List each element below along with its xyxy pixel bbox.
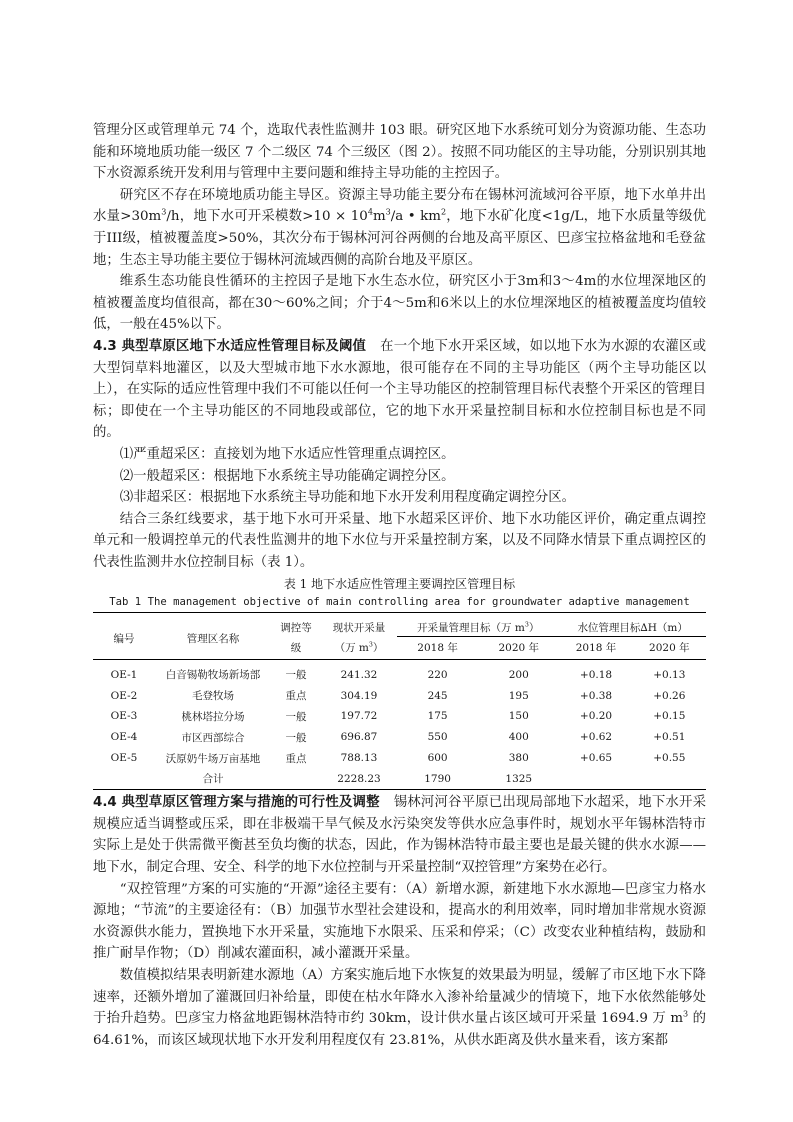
- cell-name: 市区西部综合: [181, 731, 245, 744]
- header-current-text: ）: [372, 641, 384, 654]
- cell-level: 一般: [285, 731, 307, 744]
- list-item-2: ⑵一般超采区：根据地下水系统主导功能确定调控分区。: [119, 468, 455, 484]
- cell-total-t2020: 1325: [505, 772, 533, 785]
- cell-name: 桃林塔拉分场: [181, 710, 245, 723]
- superscript: 4: [367, 207, 373, 217]
- cell-empty: [271, 768, 321, 789]
- header-id: 编号: [113, 633, 135, 646]
- cell-level: 重点: [285, 752, 307, 765]
- cell-id: OE-4: [110, 731, 138, 744]
- cell-total-current: 2228.23: [337, 772, 381, 785]
- paragraph-2-part: /h，地下水可开采模数>10 × 10: [166, 209, 368, 225]
- cell-h2018: +0.65: [579, 752, 613, 765]
- cell-name: 毛登牧场: [192, 690, 234, 703]
- cell-level: 一般: [271, 660, 321, 685]
- cell-h2018: +0.20: [579, 710, 613, 723]
- cell-t2020: 200: [478, 660, 559, 685]
- cell-h2018: +0.38: [579, 689, 613, 702]
- cell-total-t2018: 1790: [424, 772, 451, 785]
- cell-current: 241.32: [321, 660, 397, 685]
- table-header-row: [93, 613, 706, 637]
- cell-id: OE-1: [93, 660, 155, 685]
- header-year-2018: 2018 年: [575, 641, 617, 654]
- cell-h2018: +0.62: [579, 731, 613, 744]
- paragraph-6: [93, 965, 706, 1051]
- paper-page: [93, 120, 706, 1051]
- cell-name: 白音锡勒牧场新场部: [155, 660, 271, 685]
- cell-t2020: 195: [508, 689, 529, 702]
- header-level: 调控等: [280, 622, 312, 635]
- section-heading: 4.3 典型草原区地下水适应性管理目标及阈值: [93, 338, 367, 354]
- cell-t2018: 175: [427, 710, 448, 723]
- paragraph-6-part: 数值模拟结果表明新建水源地（A）方案实施后地下水恢复的效果最为明显，缓解了市区地下水下降速率，还额外增加了灌溉回归补给量，即使在枯水年降水入渗补给量减少的情境下，地下水依然能够处于抬升趋势。巴彦宝力格盆地距锡林浩特市约 30km，设计供水量占该区域可开采量 1694.9 万 m: [93, 968, 706, 1027]
- superscript: 3: [385, 207, 391, 217]
- superscript: 3: [161, 207, 167, 217]
- header-year-2018: 2018 年: [417, 641, 458, 654]
- paragraph-2-part: /a • km: [390, 209, 441, 225]
- header-year-2020: 2020 年: [649, 641, 690, 654]
- cell-current: 696.87: [340, 731, 378, 744]
- section-body: 锡林河河谷平原已出现局部地下水超采，地下水开采规模应适当调整或压采，即在非极端干旱气候及水污染突发等供水应急事件时，规划水平年锡林浩特市实际上是处于供需微平衡甚至负均衡的状态，因此，作为锡林浩特市最主要也是最关键的供水水源——地下水，制定合理、安全、科学的地下水位控制与开采量控制“双控管理”方案势在必行。: [93, 795, 706, 876]
- paragraph-2: [93, 185, 706, 271]
- cell-t2020: 380: [508, 752, 529, 765]
- section-heading: 4.4 典型草原区管理方案与措施的可行性及调整: [93, 795, 380, 811]
- cell-level: 一般: [285, 710, 307, 723]
- section-4-4: [93, 792, 706, 878]
- list-item-1: ⑴严重超采区：直接划为地下水适应性管理重点调控区。: [119, 446, 455, 462]
- cell-t2018: 245: [427, 689, 448, 702]
- cell-t2018: 600: [427, 752, 448, 765]
- paragraph-4: 结合三条红线要求，基于地下水可开采量、地下水超采区评价、地下水功能区评价，确定重点调控单元和一般调控单元的代表性监测井的地下水位与开采量控制方案，以及不同降水情景下重点调控区的代表性监测井水位控制目标（表 1）。: [93, 511, 706, 570]
- paragraph-2-part: m: [372, 209, 386, 225]
- superscript: 3: [524, 621, 529, 629]
- cell-h2020: +0.15: [653, 710, 686, 723]
- cell-empty: [93, 768, 155, 789]
- cell-total-label: 合计: [202, 773, 224, 786]
- cell-t2018: 550: [427, 731, 448, 744]
- section-body: 在一个地下水开采区域，如以地下水为水源的农灌区或大型饲草料地灌区，以及大型城市地下水水源地，很可能存在不同的主导功能区（两个主导功能区以上），在实际的适应性管理中我们不可能以任何一个主导功能区的控制管理目标代表整个开采区的管理目标；即使在一个主导功能区的不同地段或部位，它的地下水开采量控制目标和水位控制目标也是不同的。: [93, 338, 706, 441]
- header-current-2: [321, 637, 397, 660]
- header-target: [397, 613, 559, 637]
- header-level-2: 级: [290, 641, 302, 654]
- paragraph-2-part: ，地下水矿化度<1g/L，地下水质量等级优于III级，植被覆盖度>50%，其次分布于锡林河河谷两侧的台地及高平原区、巴彦宝拉格盆地和毛登盆地；生态主导功能主要位于锡林河流域西侧的高阶台地及平原区。: [93, 209, 706, 268]
- cell-empty: [559, 768, 632, 789]
- cell-h2020: +0.51: [653, 731, 686, 744]
- table-row: [93, 706, 706, 727]
- table-row: [93, 660, 706, 685]
- header-current-text: （万 m: [334, 641, 369, 654]
- section-4-3: [93, 336, 706, 444]
- superscript: 2: [440, 207, 447, 217]
- paragraph-2-part: 研究区不存在环境地质功能主导区。资源主导功能主要分布在锡林河流域河谷平原，地下水单井出水量>30m: [93, 187, 706, 225]
- paragraph-3: 维系生态功能良性循环的主控因子是地下水生态水位，研究区小于3m和3～4m的水位埋深地区的植被覆盖度均值很高，都在30～60%之间；介于4～5m和6米以上的水位埋深地区的植被覆盖度均值较低，一般在45%以下。: [93, 274, 706, 333]
- table-row: [93, 685, 706, 706]
- table-total-row: [93, 768, 706, 789]
- superscript: 3: [683, 1009, 689, 1019]
- superscript: 3: [368, 641, 373, 649]
- table-row: [93, 748, 706, 769]
- list-item-3: ⑶非超采区：根据地下水系统主导功能和地下水开发利用程度确定调控分区。: [119, 490, 576, 506]
- table-caption-en: Tab 1 The management objective of main controlling area for groundwater adaptive management: [109, 596, 690, 609]
- cell-current: 197.72: [340, 710, 378, 723]
- table-caption-cn: 表 1 地下水适应性管理主要调控区管理目标: [283, 577, 516, 592]
- cell-id: OE-3: [110, 710, 138, 723]
- cell-h2020: +0.13: [633, 660, 706, 685]
- cell-h2018: +0.18: [559, 660, 632, 685]
- cell-id: OE-5: [110, 752, 138, 765]
- cell-current: 304.19: [340, 689, 378, 702]
- paragraph-6-part: 的 64.61%，而该区域现状地下水开发利用程度仅有 23.81%，从供水距离及供水量来看，该方案都: [93, 1011, 706, 1048]
- paragraph-1: 管理分区或管理单元 74 个，选取代表性监测井 103 眼。研究区地下水系统可划分为资源功能、生态功能和环境地质功能一级区 7 个二级区 74 个三级区（图 2）。按照不同功能区的主导功能，分别识别其地下水资源系统开发利用与管理中主要问题和维持主导功能的主控因子。: [93, 123, 706, 182]
- header-target-text: 开采量管理目标（万 m: [417, 621, 525, 634]
- cell-t2020: 150: [508, 710, 529, 723]
- cell-t2020: 400: [508, 731, 529, 744]
- cell-empty: [633, 768, 706, 789]
- header-name: 管理区名称: [186, 633, 240, 646]
- table-row: [93, 727, 706, 748]
- header-current: 现状开采量: [332, 622, 386, 635]
- header-water-level: 水位管理目标∆H（m）: [559, 613, 706, 637]
- header-year-2020: 2020 年: [498, 641, 540, 654]
- cell-level: 重点: [285, 690, 307, 703]
- management-table: [93, 612, 706, 790]
- cell-name: 沃原奶牛场万亩基地: [165, 752, 261, 765]
- cell-h2020: +0.55: [653, 752, 686, 765]
- cell-id: OE-2: [110, 689, 138, 702]
- paragraph-5: “双控管理”方案的可实施的“开源”途径主要有：（A）新增水源，新建地下水水源地—巴彦宝力格水源地；“节流”的主要途径有：（B）加强节水型社会建设和，提高水的利用效率，同时增加非常规水资源水资源供水能力，置换地下水开采量，实施地下水限采、压采和停采；（C）改变农业种植结构，鼓励和推广耐旱作物；（D）削减农灌面积，减小灌溉开采量。: [93, 881, 706, 962]
- cell-current: 788.13: [340, 752, 378, 765]
- cell-t2018: 220: [397, 660, 478, 685]
- cell-h2020: +0.26: [653, 689, 686, 702]
- header-target-text: ）: [528, 621, 540, 634]
